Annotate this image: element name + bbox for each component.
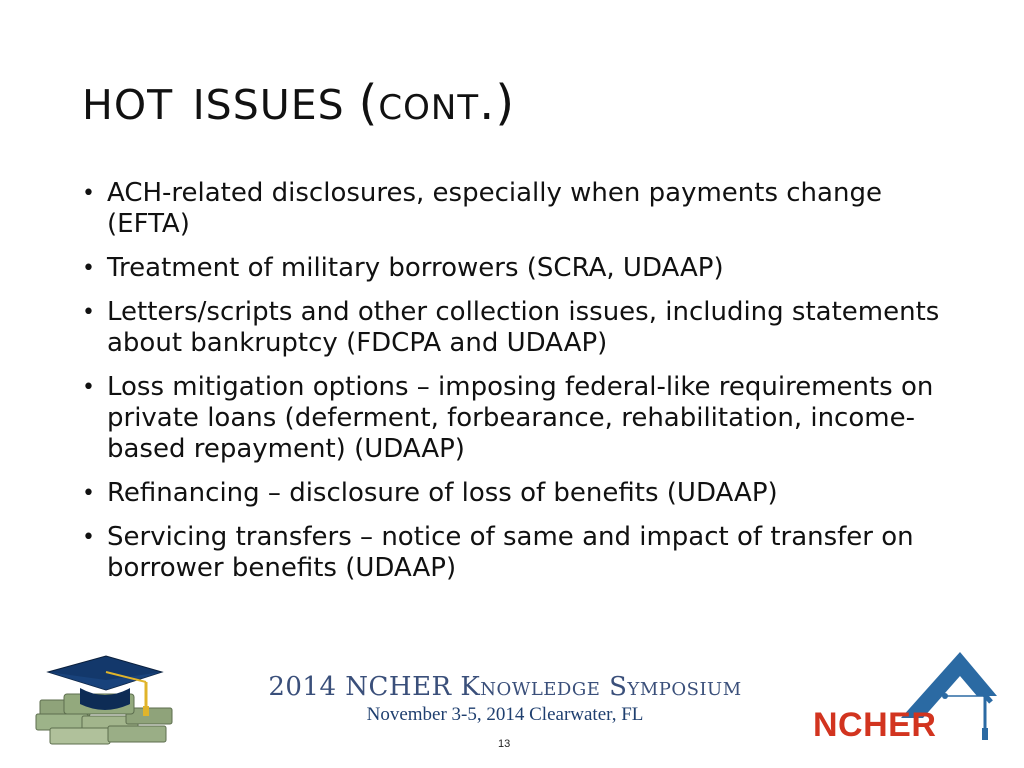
bullet-dot: • (82, 525, 95, 550)
bullet-dot: • (82, 256, 95, 281)
bullet-dot: • (82, 300, 95, 325)
bullet-text: ACH-related disclosures, especially when payments change (EFTA) (107, 178, 882, 239)
bullet-item (82, 522, 952, 584)
bullet-text: Letters/scripts and other collection issues, including statements about bankruptcy (FDCPA and UDAAP) (107, 297, 940, 358)
bullet-list (82, 178, 952, 597)
bullet-dot: • (82, 481, 95, 506)
bullet-text: Refinancing – disclosure of loss of benefits (UDAAP) (107, 478, 778, 508)
bullet-text: Loss mitigation options – imposing federal-like requirements on private loans (deferment, forbearance, rehabilitation, income-based repayment) (UDAAP) (107, 372, 934, 464)
bullet-text: Treatment of military borrowers (SCRA, UDAAP) (107, 253, 724, 283)
symposium-date: November 3-5, 2014 Clearwater, FL (366, 704, 644, 725)
bullet-item (82, 253, 952, 284)
bullet-dot: • (82, 375, 95, 400)
bullet-dot: • (82, 181, 95, 206)
symposium-banner (250, 672, 760, 726)
graduation-cap-on-money-icon (30, 650, 175, 753)
bullet-item (82, 478, 952, 509)
ncher-logo-text: NCHER (813, 706, 937, 744)
title-suffix: (cont.) (358, 75, 516, 131)
page-number: 13 (498, 738, 511, 750)
bullet-item (82, 297, 952, 359)
title-main: hot issues (82, 65, 345, 133)
slide-title (82, 65, 516, 133)
symposium-name: 2014 NCHER Knowledge Symposium (268, 672, 742, 702)
bullet-text: Servicing transfers – notice of same and impact of transfer on borrower benefits (UDAAP) (107, 522, 914, 583)
bullet-item (82, 178, 952, 240)
bullet-item (82, 372, 952, 465)
